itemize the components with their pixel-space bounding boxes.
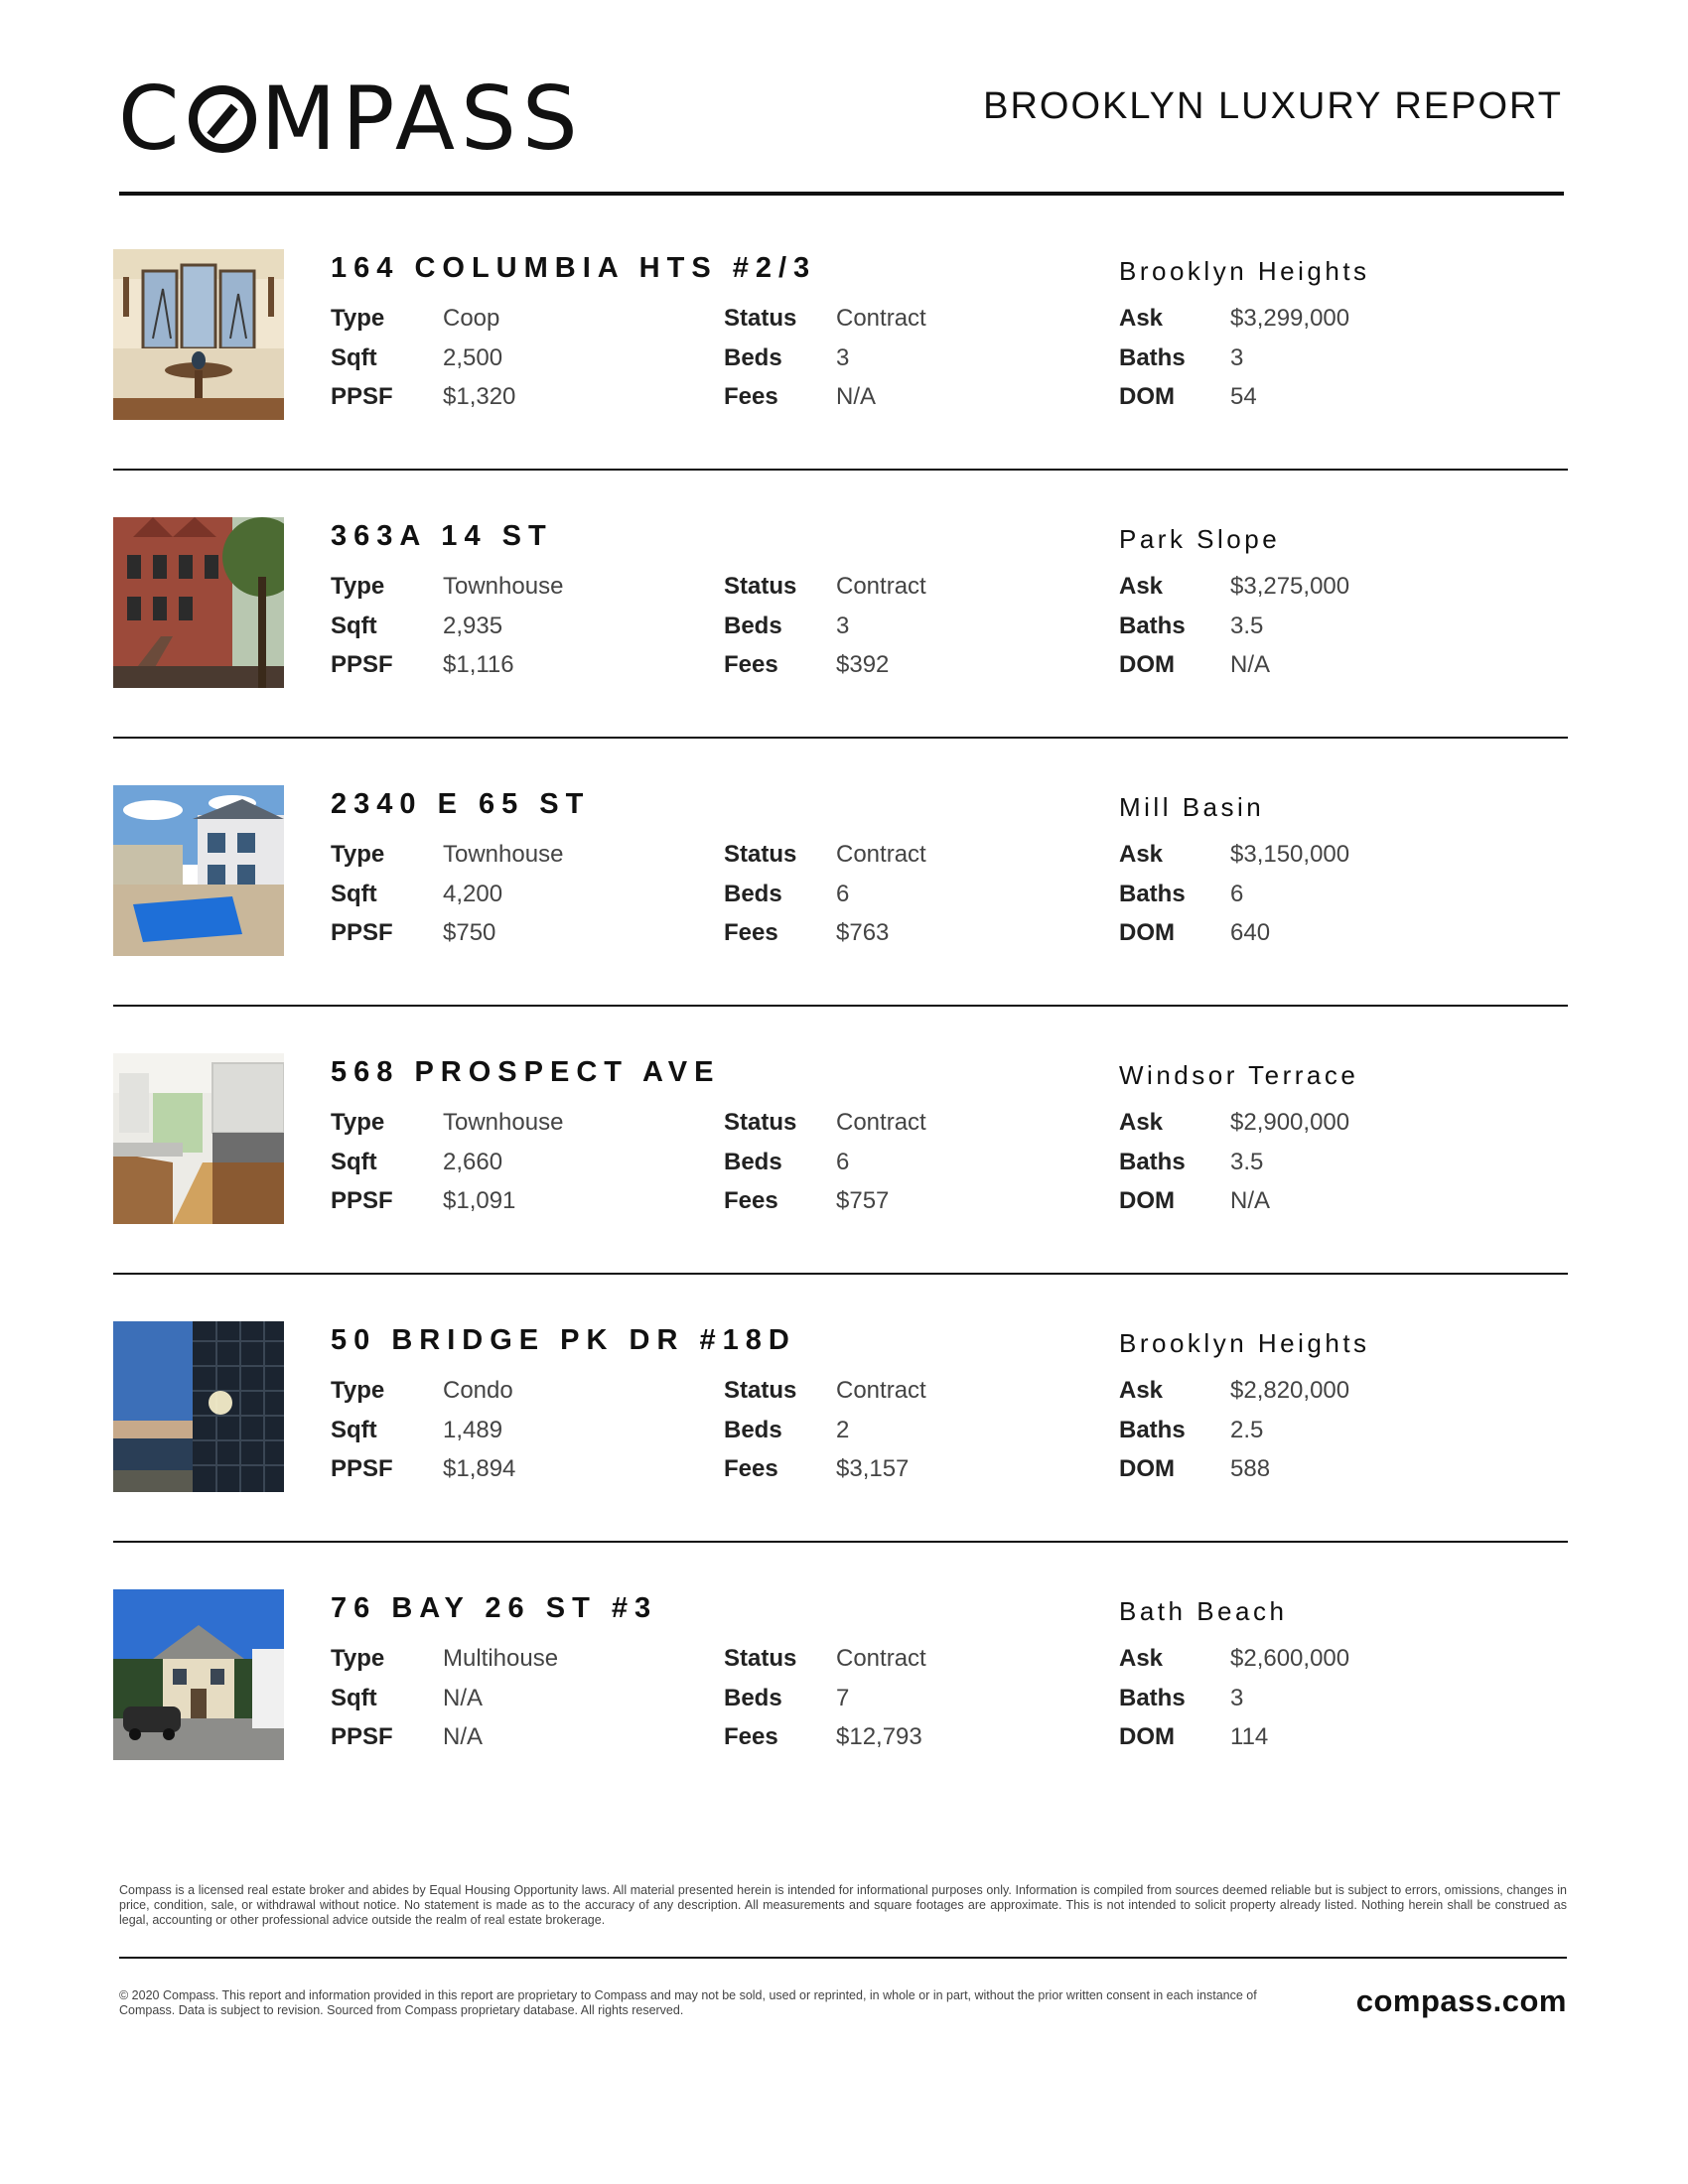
beds-label: Beds xyxy=(724,344,782,371)
listing xyxy=(0,517,1688,785)
type-label: Type xyxy=(331,305,385,332)
ppsf-value: $1,320 xyxy=(443,383,516,410)
fees-label: Fees xyxy=(724,919,778,946)
fees-value: N/A xyxy=(836,383,877,410)
sqft-label: Sqft xyxy=(331,881,377,907)
listing-divider xyxy=(113,1273,1568,1275)
fees-value: $12,793 xyxy=(836,1723,922,1750)
dom-label: DOM xyxy=(1119,1723,1175,1750)
listing-neighborhood: Brooklyn Heights xyxy=(1119,256,1370,286)
dom-value: 54 xyxy=(1230,383,1257,410)
status-value: Contract xyxy=(836,1645,926,1672)
type-label: Type xyxy=(331,1645,385,1672)
ask-value: $2,900,000 xyxy=(1230,1109,1350,1136)
dom-value: N/A xyxy=(1230,651,1271,678)
dom-value: N/A xyxy=(1230,1187,1271,1214)
beds-label: Beds xyxy=(724,613,782,639)
beds-label: Beds xyxy=(724,1417,782,1443)
sqft-label: Sqft xyxy=(331,344,377,371)
fees-label: Fees xyxy=(724,651,778,678)
baths-value: 3.5 xyxy=(1230,1149,1264,1175)
website-link[interactable]: compass.com xyxy=(1355,1983,1567,2018)
listing-photo-kitchen xyxy=(113,1053,284,1224)
dom-label: DOM xyxy=(1119,1187,1175,1214)
listing-divider xyxy=(113,1005,1568,1007)
dom-label: DOM xyxy=(1119,919,1175,946)
dom-label: DOM xyxy=(1119,651,1175,678)
sqft-label: Sqft xyxy=(331,1149,377,1175)
type-value: Townhouse xyxy=(443,573,564,600)
listing-divider xyxy=(113,469,1568,471)
ask-label: Ask xyxy=(1119,1377,1164,1404)
fees-label: Fees xyxy=(724,1187,778,1214)
dom-value: 640 xyxy=(1230,919,1271,946)
ask-value: $3,299,000 xyxy=(1230,305,1350,332)
ask-label: Ask xyxy=(1119,841,1164,868)
listing xyxy=(0,249,1688,517)
dom-label: DOM xyxy=(1119,383,1175,410)
listing-neighborhood: Brooklyn Heights xyxy=(1119,1328,1370,1358)
status-label: Status xyxy=(724,841,797,868)
listing-photo-glass-tower xyxy=(113,1321,284,1492)
listing-address: 2340 E 65 ST xyxy=(331,788,591,820)
type-value: Townhouse xyxy=(443,1109,564,1136)
baths-label: Baths xyxy=(1119,1149,1186,1175)
ask-value: $2,820,000 xyxy=(1230,1377,1350,1404)
fees-value: $763 xyxy=(836,919,890,946)
sqft-label: Sqft xyxy=(331,1685,377,1711)
ask-value: $3,150,000 xyxy=(1230,841,1350,868)
listing xyxy=(0,1053,1688,1321)
report-title: BROOKLYN LUXURY REPORT xyxy=(983,85,1563,127)
ppsf-value: $750 xyxy=(443,919,496,946)
sqft-value: 4,200 xyxy=(443,881,503,907)
baths-value: 3 xyxy=(1230,344,1244,371)
status-value: Contract xyxy=(836,1109,926,1136)
listing-address: 76 BAY 26 ST #3 xyxy=(331,1592,658,1624)
sqft-value: 1,489 xyxy=(443,1417,503,1443)
baths-label: Baths xyxy=(1119,613,1186,639)
fees-label: Fees xyxy=(724,1723,778,1750)
fees-label: Fees xyxy=(724,383,778,410)
ppsf-value: $1,091 xyxy=(443,1187,516,1214)
listing-neighborhood: Windsor Terrace xyxy=(1119,1060,1359,1090)
status-label: Status xyxy=(724,305,797,332)
baths-label: Baths xyxy=(1119,344,1186,371)
sqft-label: Sqft xyxy=(331,613,377,639)
listing xyxy=(0,785,1688,1053)
dom-label: DOM xyxy=(1119,1455,1175,1482)
ask-label: Ask xyxy=(1119,573,1164,600)
baths-value: 3 xyxy=(1230,1685,1244,1711)
compass-o-icon xyxy=(189,85,256,153)
listing xyxy=(0,1321,1688,1589)
fees-value: $757 xyxy=(836,1187,890,1214)
footer-divider xyxy=(119,1957,1567,1959)
status-label: Status xyxy=(724,1109,797,1136)
ppsf-value: $1,894 xyxy=(443,1455,516,1482)
copyright-notice: © 2020 Compass. This report and information provided in this report are proprietary to Compass and may not be sold, used or reprinted, in whole or in part, without the prior written consent in each instance of Compass. Data is subject to revision. Sourced from Compass proprietary database. All rights reserved. xyxy=(119,1988,1257,2017)
beds-value: 7 xyxy=(836,1685,850,1711)
status-value: Contract xyxy=(836,573,926,600)
baths-value: 3.5 xyxy=(1230,613,1264,639)
ppsf-label: PPSF xyxy=(331,1187,393,1214)
ppsf-label: PPSF xyxy=(331,383,393,410)
listing xyxy=(0,1589,1688,1857)
type-label: Type xyxy=(331,573,385,600)
ppsf-value: N/A xyxy=(443,1723,484,1750)
baths-label: Baths xyxy=(1119,1685,1186,1711)
status-value: Contract xyxy=(836,305,926,332)
type-value: Multihouse xyxy=(443,1645,559,1672)
ppsf-value: $1,116 xyxy=(443,651,514,678)
type-value: Townhouse xyxy=(443,841,564,868)
listing-address: 568 PROSPECT AVE xyxy=(331,1056,721,1088)
sqft-value: 2,660 xyxy=(443,1149,503,1175)
status-value: Contract xyxy=(836,1377,926,1404)
type-value: Condo xyxy=(443,1377,513,1404)
listing-photo-interior-window xyxy=(113,249,284,420)
baths-value: 6 xyxy=(1230,881,1244,907)
beds-value: 3 xyxy=(836,344,850,371)
listing-neighborhood: Bath Beach xyxy=(1119,1596,1288,1626)
baths-label: Baths xyxy=(1119,881,1186,907)
listing-photo-house-street xyxy=(113,1589,284,1760)
beds-value: 6 xyxy=(836,881,850,907)
ppsf-label: PPSF xyxy=(331,651,393,678)
status-label: Status xyxy=(724,1645,797,1672)
sqft-value: 2,935 xyxy=(443,613,503,639)
legal-disclaimer: Compass is a licensed real estate broker and abides by Equal Housing Opportunity laws. All material presented herein is intended for informational purposes only. Information is compiled from sources deemed reliable but is subject to errors, omissions, changes in price, condition, sale, or withdrawal without notice. No statement is made as to the accuracy of any description. All measurements and square footages are approximate. This is not intended to solicit property already listed. Nothing herein shall be construed as legal, accounting or other professional advice outside the realm of real estate brokerage. xyxy=(119,1883,1567,1927)
type-label: Type xyxy=(331,1377,385,1404)
sqft-label: Sqft xyxy=(331,1417,377,1443)
listing-neighborhood: Mill Basin xyxy=(1119,792,1265,822)
status-value: Contract xyxy=(836,841,926,868)
dom-value: 588 xyxy=(1230,1455,1271,1482)
ask-label: Ask xyxy=(1119,305,1164,332)
listing-photo-brownstone xyxy=(113,517,284,688)
listing-divider xyxy=(113,737,1568,739)
beds-value: 3 xyxy=(836,613,850,639)
compass-logo: C MPASS xyxy=(118,68,584,170)
sqft-value: N/A xyxy=(443,1685,484,1711)
dom-value: 114 xyxy=(1230,1723,1269,1750)
ask-label: Ask xyxy=(1119,1645,1164,1672)
listing-photo-pool-house xyxy=(113,785,284,956)
baths-value: 2.5 xyxy=(1230,1417,1264,1443)
listing-address: 50 BRIDGE PK DR #18D xyxy=(331,1324,796,1356)
fees-value: $392 xyxy=(836,651,890,678)
beds-value: 6 xyxy=(836,1149,850,1175)
ppsf-label: PPSF xyxy=(331,1723,393,1750)
beds-label: Beds xyxy=(724,1685,782,1711)
beds-label: Beds xyxy=(724,881,782,907)
fees-value: $3,157 xyxy=(836,1455,910,1482)
ppsf-label: PPSF xyxy=(331,919,393,946)
status-label: Status xyxy=(724,1377,797,1404)
listing-neighborhood: Park Slope xyxy=(1119,524,1281,554)
type-label: Type xyxy=(331,841,385,868)
listing-divider xyxy=(113,1541,1568,1543)
beds-label: Beds xyxy=(724,1149,782,1175)
baths-label: Baths xyxy=(1119,1417,1186,1443)
type-label: Type xyxy=(331,1109,385,1136)
type-value: Coop xyxy=(443,305,500,332)
ppsf-label: PPSF xyxy=(331,1455,393,1482)
ask-label: Ask xyxy=(1119,1109,1164,1136)
ask-value: $3,275,000 xyxy=(1230,573,1350,600)
status-label: Status xyxy=(724,573,797,600)
sqft-value: 2,500 xyxy=(443,344,503,371)
ask-value: $2,600,000 xyxy=(1230,1645,1350,1672)
fees-label: Fees xyxy=(724,1455,778,1482)
listing-address: 164 COLUMBIA HTS #2/3 xyxy=(331,252,817,284)
listing-address: 363A 14 ST xyxy=(331,520,553,552)
header-divider xyxy=(119,192,1564,196)
beds-value: 2 xyxy=(836,1417,850,1443)
